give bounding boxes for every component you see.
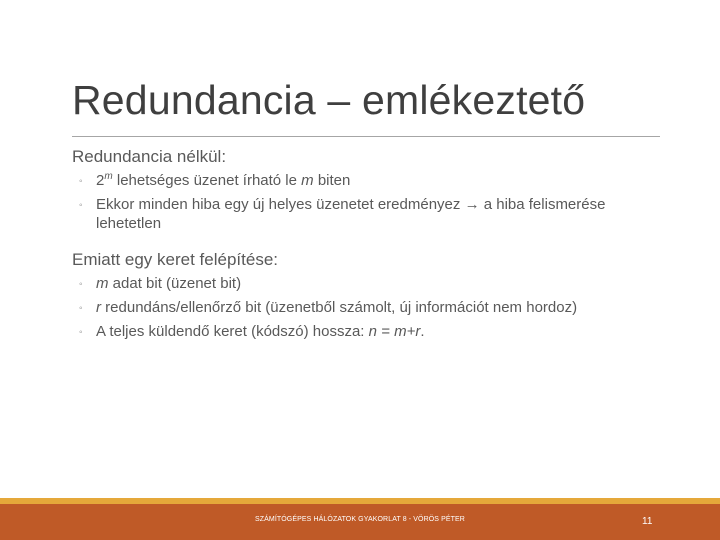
bullet-marker-icon: ◦ bbox=[79, 303, 83, 314]
title-divider bbox=[72, 136, 660, 137]
bullet-list-frame bbox=[72, 274, 672, 341]
bullet-list-no-redundancy bbox=[72, 171, 672, 233]
bullet-item bbox=[72, 195, 672, 233]
bullet-item bbox=[72, 322, 672, 341]
bullet-item bbox=[72, 274, 672, 293]
bullet-text: lehetséges üzenet írható le bbox=[112, 172, 302, 189]
bullet-text: Ekkor minden hiba egy új helyes üzenetet eredményez bbox=[96, 196, 465, 213]
bullet-marker-icon: ◦ bbox=[79, 279, 83, 290]
slide-title: Redundancia – emlékeztető bbox=[72, 77, 586, 123]
variable-m: m bbox=[301, 172, 314, 189]
section-heading-no-redundancy: Redundancia nélkül: bbox=[72, 147, 227, 166]
arrow-icon: → bbox=[464, 196, 480, 213]
bullet-text: A teljes küldendő keret (kódszó) hossza: bbox=[96, 323, 369, 340]
variable-m: m bbox=[96, 275, 109, 292]
bullet-text: adat bit (üzenet bit) bbox=[108, 275, 242, 292]
bullet-marker-icon: ◦ bbox=[79, 200, 83, 211]
bullet-text: a hiba felismerése lehetetlen bbox=[96, 196, 606, 232]
section-heading-frame: Emiatt egy keret felépítése: bbox=[72, 250, 278, 269]
bullet-marker-icon: ◦ bbox=[79, 327, 83, 338]
power-base: 2 bbox=[96, 172, 105, 189]
page-number: 11 bbox=[642, 516, 653, 527]
bullet-text: . bbox=[420, 323, 425, 340]
variable-r: r bbox=[96, 299, 101, 316]
power-exponent: m bbox=[104, 171, 113, 182]
slide-content bbox=[72, 146, 672, 346]
bullet-marker-icon: ◦ bbox=[79, 176, 83, 187]
footer-text: SZÁMÍTÓGÉPES HÁLÓZATOK GYAKORLAT 8 - VÖRÖS PÉTER bbox=[255, 516, 465, 523]
bullet-item bbox=[72, 298, 672, 317]
bullet-text: biten bbox=[313, 172, 351, 189]
bullet-item bbox=[72, 171, 672, 190]
formula: n = m+r bbox=[368, 323, 421, 340]
bullet-text: redundáns/ellenőrző bit (üzenetből számolt, új információt nem hordoz) bbox=[101, 299, 578, 316]
